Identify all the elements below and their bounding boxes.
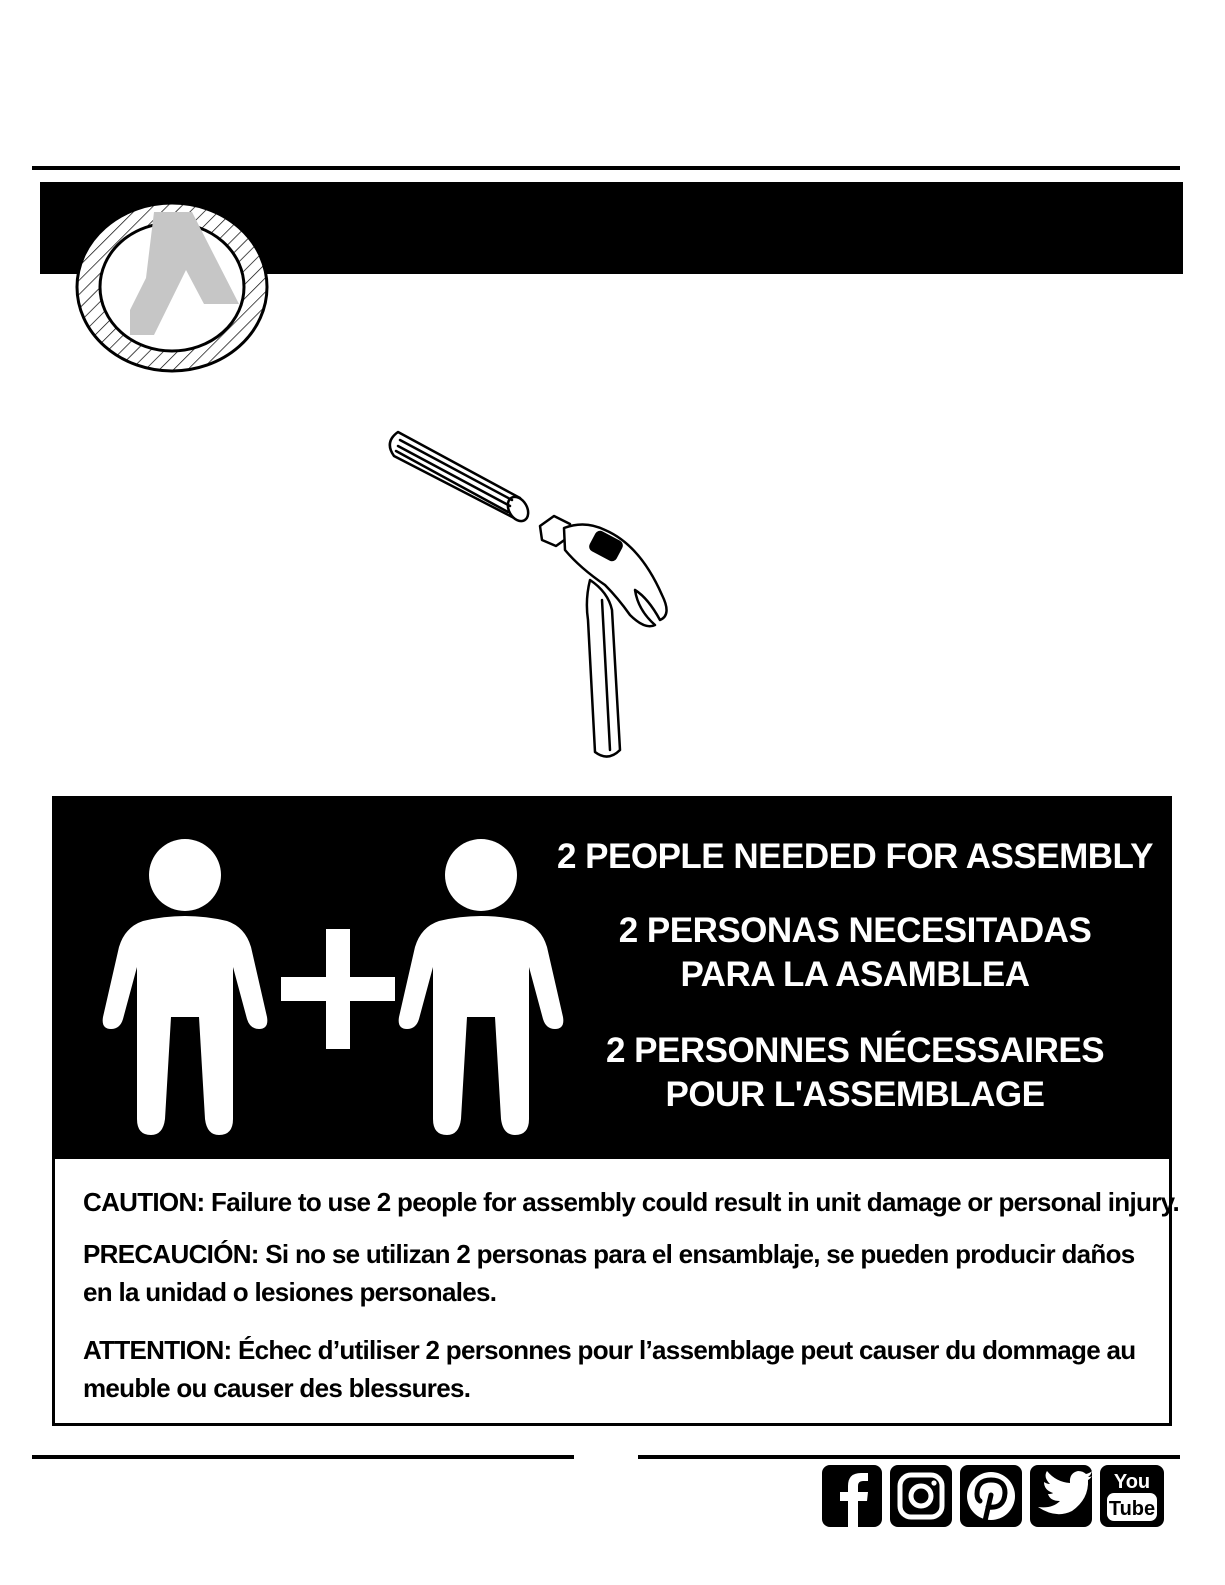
caution-spanish: PRECAUCIÓN: Si no se utilizan 2 personas para el ensamblaje, se pueden producir daños en la unidad o lesiones personales. — [83, 1239, 1135, 1307]
headline-french — [545, 1029, 1165, 1117]
youtube-icon[interactable] — [1100, 1465, 1164, 1527]
caution-french: ATTENTION: Échec d’utiliser 2 personnes pour l’assemblage peut causer du dommage au meuble ou causer des blessures. — [83, 1335, 1136, 1403]
headline-spanish-line-2: PARA LA ASAMBLEA — [680, 955, 1030, 994]
headline-spanish-line-1: 2 PERSONAS NECESITADAS — [618, 911, 1092, 950]
footer-rule-left — [32, 1455, 574, 1459]
svg-text:Tube: Tube — [1108, 1498, 1156, 1520]
headline-english: 2 PEOPLE NEEDED FOR ASSEMBLY — [556, 837, 1154, 876]
notice-header — [55, 799, 1169, 1159]
two-people-notice — [52, 796, 1179, 1426]
top-rule — [32, 166, 1180, 170]
hammer — [540, 516, 667, 757]
caution-english: CAUTION: Failure to use 2 people for assembly could result in unit damage or personal injury. — [83, 1187, 1179, 1217]
step-badge — [74, 200, 270, 374]
headline-french-line-2: POUR L'ASSEMBLAGE — [665, 1075, 1045, 1114]
person-icon — [399, 839, 564, 1135]
wood-dowel — [390, 432, 532, 525]
facebook-icon[interactable] — [822, 1465, 882, 1527]
headline-french-line-1: 2 PERSONNES NÉCESSAIRES — [605, 1031, 1105, 1070]
person-icon — [103, 839, 268, 1135]
dowel-hammer-illustration — [380, 420, 700, 770]
footer-rule-right — [638, 1455, 1180, 1459]
instagram-icon[interactable] — [890, 1465, 952, 1527]
svg-text:You: You — [1113, 1471, 1151, 1493]
headline-spanish — [545, 909, 1165, 997]
pinterest-icon[interactable] — [960, 1465, 1022, 1527]
social-icons — [820, 1463, 1170, 1529]
twitter-icon[interactable] — [1030, 1465, 1092, 1527]
two-people-icon — [85, 817, 585, 1147]
